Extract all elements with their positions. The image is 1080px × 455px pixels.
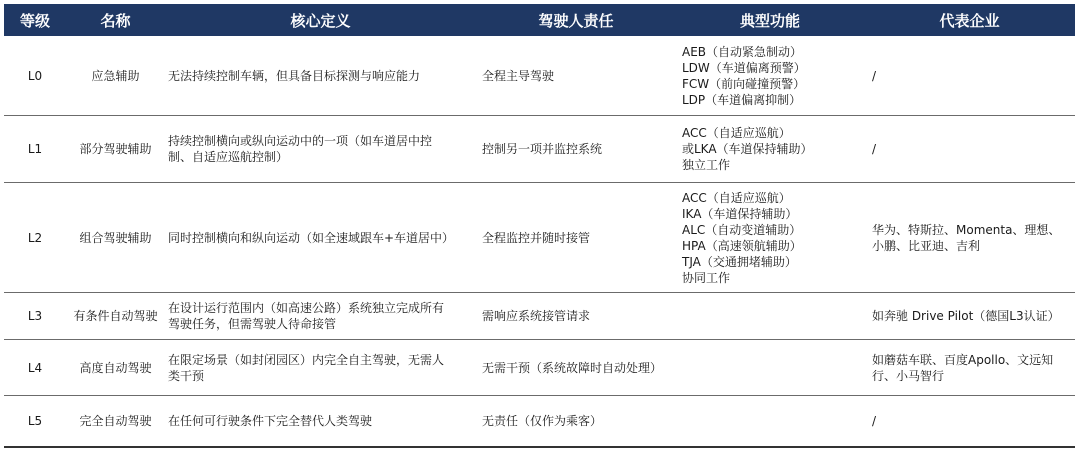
function-line: ACC（自适应巡航）: [682, 190, 791, 205]
responsibility-cell: 无需干预（系统故障时自动处理）: [476, 340, 676, 396]
name-cell: 组合驾驶辅助: [66, 183, 165, 293]
function-line: LDP（车道偏离抑制）: [682, 92, 802, 107]
responsibility-cell: 全程主导驾驶: [476, 36, 676, 116]
function-line: LDW（车道偏离预警）: [682, 60, 806, 75]
responsibility-cell: 需响应系统接管请求: [476, 293, 676, 340]
enterprise-line: 如蘑菇车联、百度Apollo、文远知: [872, 352, 1054, 367]
enterprises-cell: [864, 183, 1075, 293]
header-functions: 典型功能: [676, 4, 864, 36]
name-cell: 高度自动驾驶: [66, 340, 165, 396]
enterprise-line: 行、小马智行: [872, 368, 945, 383]
function-line: FCW（前向碰撞预警）: [682, 76, 806, 91]
function-line: ACC（自适应巡航）: [682, 126, 791, 140]
name-cell: 完全自动驾驶: [66, 396, 165, 448]
functions-cell: [676, 293, 864, 340]
name-cell: 有条件自动驾驶: [66, 293, 165, 340]
definition-cell: [165, 183, 476, 293]
name-cell: 应急辅助: [66, 36, 165, 116]
function-line: AEB（自动紧急制动）: [682, 44, 803, 59]
enterprises-cell: [864, 36, 1075, 116]
definition-line: 同时控制横向和纵向运动（如全速域跟车+车道居中）: [168, 230, 455, 245]
table-row: [4, 183, 1075, 293]
definition-line: 驾驶任务，但需驾驶人待命接管: [168, 317, 337, 331]
header-name: 名称: [66, 4, 165, 36]
levels-table-container: [4, 4, 1075, 448]
driving-automation-levels-table: [4, 4, 1075, 448]
table-header-row: [4, 4, 1075, 36]
table-row: [4, 116, 1075, 183]
function-line: IKA（车道保持辅助）: [682, 206, 798, 221]
responsibility-cell: 全程监控并随时接管: [476, 183, 676, 293]
enterprises-cell: [864, 116, 1075, 183]
level-cell: L5: [4, 396, 66, 448]
name-cell: 部分驾驶辅助: [66, 116, 165, 183]
function-line: TJA（交通拥堵辅助）: [682, 254, 797, 269]
functions-cell: [676, 396, 864, 448]
definition-line: 类干预: [168, 368, 205, 383]
responsibility-cell: 控制另一项并监控系统: [476, 116, 676, 183]
header-responsibility: 驾驶人责任: [476, 4, 676, 36]
functions-cell: [676, 340, 864, 396]
definition-line: 无法持续控制车辆，但具备目标探测与响应能力: [168, 68, 421, 83]
level-cell: L3: [4, 293, 66, 340]
enterprise-line: 如奔驰 Drive Pilot（德国L3认证）: [872, 309, 1060, 323]
header-enterprises: 代表企业: [864, 4, 1075, 36]
table-row: [4, 293, 1075, 340]
level-cell: L1: [4, 116, 66, 183]
table-row: [4, 340, 1075, 396]
level-cell: L2: [4, 183, 66, 293]
enterprise-line: 小鹏、比亚迪、吉利: [872, 238, 981, 253]
level-cell: L0: [4, 36, 66, 116]
enterprises-cell: [864, 293, 1075, 340]
definition-line: 持续控制横向或纵向运动中的一项（如车道居中控: [168, 134, 433, 148]
definition-cell: [165, 116, 476, 183]
table-row: [4, 36, 1075, 116]
enterprise-line: /: [872, 414, 877, 428]
header-level: 等级: [4, 4, 66, 36]
enterprises-cell: [864, 396, 1075, 448]
function-line: 或LKA（车道保持辅助）: [682, 142, 813, 156]
definition-cell: [165, 293, 476, 340]
definition-cell: [165, 340, 476, 396]
functions-cell: [676, 183, 864, 293]
function-line: HPA（高速领航辅助）: [682, 238, 802, 253]
enterprise-line: 华为、特斯拉、Momenta、理想、: [872, 222, 1061, 237]
functions-cell: [676, 116, 864, 183]
definition-cell: [165, 36, 476, 116]
definition-line: 在任何可行驶条件下完全替代人类驾驶: [168, 414, 373, 428]
definition-cell: [165, 396, 476, 448]
definition-line: 在设计运行范围内（如高速公路）系统独立完成所有: [168, 301, 445, 315]
enterprise-line: /: [872, 142, 877, 156]
function-line: 协同工作: [682, 270, 731, 285]
enterprises-cell: [864, 340, 1075, 396]
function-line: ALC（自动变道辅助）: [682, 222, 802, 237]
functions-cell: [676, 36, 864, 116]
enterprise-line: /: [872, 68, 877, 83]
level-cell: L4: [4, 340, 66, 396]
table-row: [4, 396, 1075, 448]
header-definition: 核心定义: [165, 4, 476, 36]
responsibility-cell: 无责任（仅作为乘客）: [476, 396, 676, 448]
definition-line: 制、自适应巡航控制）: [168, 150, 289, 164]
function-line: 独立工作: [682, 158, 731, 172]
definition-line: 在限定场景（如封闭园区）内完全自主驾驶，无需人: [168, 352, 445, 367]
